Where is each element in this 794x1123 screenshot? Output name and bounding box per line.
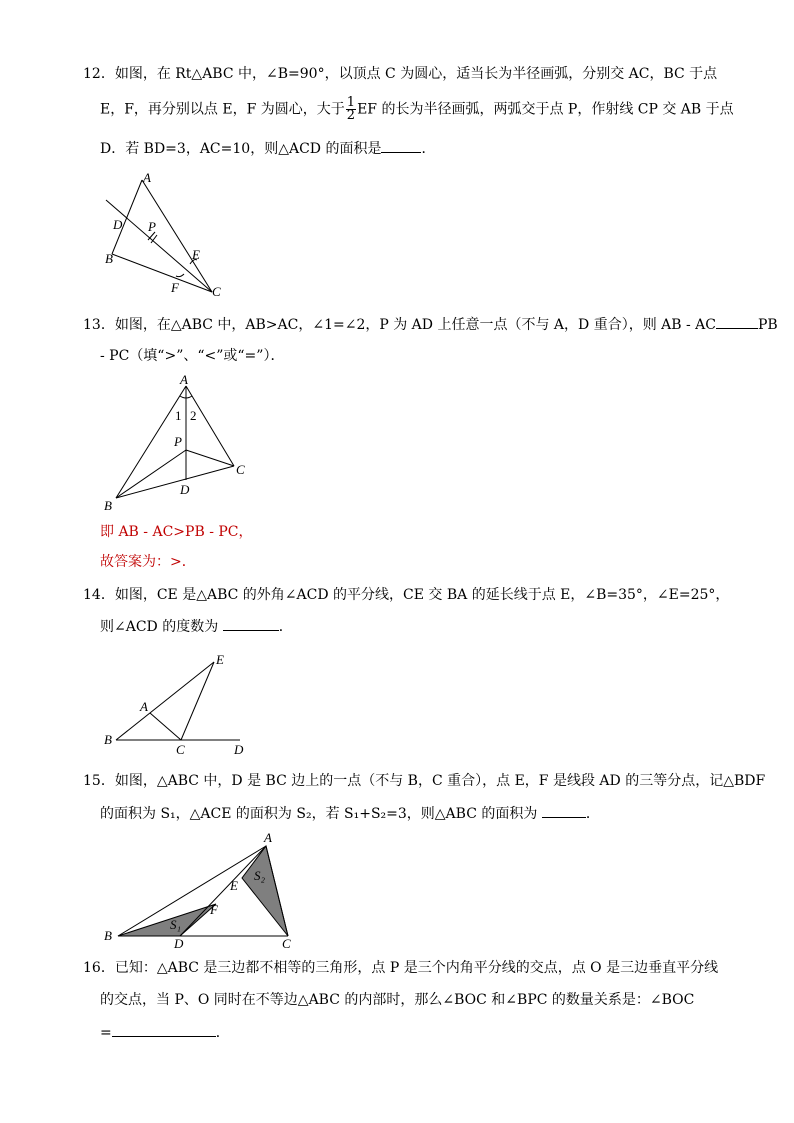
q16-line2: 的交点，当 P、O 同时在不等边△ABC 的内部时，那么∠BOC 和∠BPC 的数量关系是：∠BOC [100,992,695,1008]
q15-line2-end: ． [585,806,600,822]
q15-label-s2: S₂ [254,868,266,883]
q15-label-f: F [210,902,218,917]
q13-label-c: C [236,462,245,477]
q12-answer-blank[interactable] [381,138,421,153]
q14-line2 [100,616,293,637]
q16-line1: 16．已知：△ABC 是三边都不相等的三角形，点 P 是三个内角平分线的交点，点 O 是三边垂直平分线 [83,960,719,976]
q13-segment-pc [186,450,234,466]
q15-label-s1: S₁ [170,917,182,932]
q12-ray-cp [106,200,212,292]
q12-line3-text: D．若 BD=3，AC=10，则△ACD 的面积是 [100,141,382,157]
q14-line1: 14．如图，CE 是△ABC 的外角∠ACD 的平分线，CE 交 BA 的延长线于点 E，∠B=35°，∠E=25°， [83,587,730,603]
q12-label-b: B [105,251,113,266]
q14-segment-be [116,662,214,740]
q12-arc-f [176,274,184,277]
q15-shaded-s1 [118,904,216,936]
q12-label-f: F [171,280,179,295]
q15-line1: 15．如图，△ABC 中，D 是 BC 边上的一点（不与 B，C 重合），点 E，F 是线段 AD 的三等分点，记△BDF [83,773,766,789]
q13-line1 [83,314,778,335]
q13-answer-blank[interactable] [716,314,758,329]
q16-answer-blank[interactable] [112,1022,216,1037]
q13-label-a: A [180,372,188,387]
q15-label-c: C [282,936,291,951]
q13-figure [100,372,260,514]
q12-fraction-num: 1 [346,95,356,110]
q13-line1-text: 13．如图，在△ABC 中，AB>AC，∠1=∠2，P 为 AD 上任意一点（不与 A，D 重合），则 AB - AC [83,317,716,333]
q12-line1: 12．如图，在 Rt△ABC 中，∠B=90°，以顶点 C 为圆心，适当长为半径画弧，分别交 AC，BC 于点 [83,66,718,82]
q14-line2-text: 则∠ACD 的度数为 [100,619,219,635]
q15-label-a: A [264,830,272,845]
q13-segment-bc [116,466,234,498]
q15-label-b: B [104,928,112,943]
q15-shaded-s2 [242,846,288,936]
q12-figure [100,168,240,303]
q13-answer-line2: 故答案为：>． [100,554,196,570]
q12-line3 [100,138,435,159]
q15-figure [100,830,300,952]
q13-label-b: B [104,498,112,513]
q16-line3-end: ． [215,1025,230,1041]
q13-segment-bp [116,450,186,498]
q13-segment-ac [186,386,234,466]
q14-label-e: E [216,652,224,667]
q12-fraction-den: 2 [346,108,356,123]
q12-line2-end: EF 的长为半径画弧，两弧交于点 P，作射线 CP 交 AB 于点 [357,101,734,118]
q14-answer-blank[interactable] [223,616,279,631]
q13-label-2: 2 [190,408,197,423]
q15-label-e: E [230,878,238,893]
q12-fraction [346,97,356,122]
q15-line2-text: 的面积为 S₁，△ACE 的面积为 S₂，若 S₁+S₂=3，则△ABC 的面积为 [100,806,538,822]
q16-line3-text: = [100,1025,112,1041]
q14-segment-ce [181,662,214,740]
q13-line2: - PC（填“>”、“<”或“=”）． [100,348,285,364]
q12-line3-end: ． [421,141,436,157]
q12-label-d: D [113,217,123,232]
q13-label-d: D [180,482,190,497]
q12-segment-ac [142,180,212,292]
q14-label-a: A [140,699,148,714]
q13-line1-end: PB [758,317,778,333]
q14-line2-end: ． [278,619,293,635]
q16-line3 [100,1022,230,1043]
q14-label-b: B [104,732,112,747]
q12-label-p: P [148,219,156,234]
q14-figure [100,648,260,760]
q12-label-c: C [212,284,221,299]
q15-line2 [100,803,600,824]
q15-answer-blank[interactable] [542,803,586,818]
q12-label-a: A [143,170,151,185]
q12-label-e: E [192,247,200,262]
q12-line2-start: E，F，再分别以点 E，F 为圆心，大于 [100,101,345,118]
q12-line2 [100,97,734,122]
q14-label-d: D [234,742,244,757]
q14-segment-ac [150,713,181,740]
q15-label-d: D [174,936,184,951]
q14-label-c: C [176,742,185,757]
q13-answer-line1: 即 AB - AC>PB - PC， [100,524,253,540]
q13-label-p: P [174,434,182,449]
q13-label-1: 1 [175,408,182,423]
